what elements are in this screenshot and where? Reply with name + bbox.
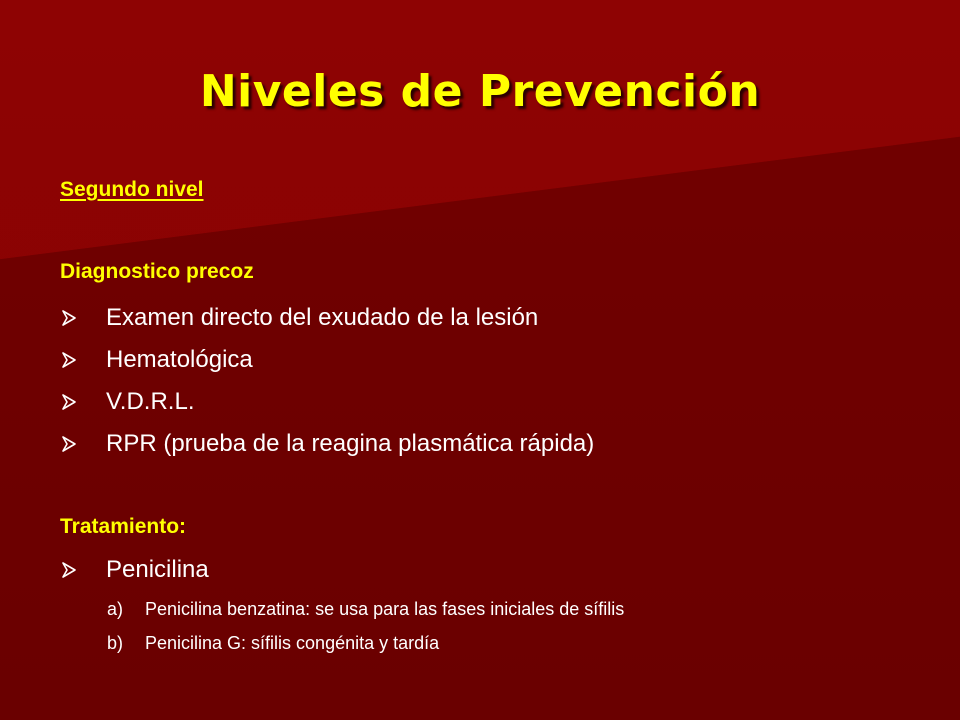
diagnosis-item <box>60 388 195 416</box>
subitem-marker: b) <box>107 633 124 653</box>
level-heading: Segundo nivel <box>60 178 204 201</box>
arrow-bullet-icon <box>60 306 106 330</box>
subitem-marker: a) <box>107 599 124 619</box>
treatment-heading: Tratamiento: <box>60 515 187 538</box>
subitem-text: Penicilina benzatina: se usa para las fases iniciales de sífilis <box>145 599 625 619</box>
arrow-bullet-icon <box>60 558 106 582</box>
treatment-item-label: Penicilina <box>106 556 209 583</box>
diagnosis-item-label: Hematológica <box>106 346 253 373</box>
arrow-bullet-icon <box>60 390 106 414</box>
diagnosis-heading: Diagnostico precoz <box>60 260 254 283</box>
diagnosis-item <box>60 430 594 458</box>
arrow-bullet-icon <box>60 432 106 456</box>
treatment-item <box>60 556 209 584</box>
treatment-subitem <box>107 599 624 620</box>
diagnosis-item <box>60 304 538 332</box>
treatment-subitem <box>107 633 439 654</box>
diagnosis-item-label: V.D.R.L. <box>106 388 195 415</box>
subitem-text: Penicilina G: sífilis congénita y tardía <box>145 633 440 653</box>
arrow-bullet-icon <box>60 348 106 372</box>
slide-title: Niveles de Prevención <box>199 66 761 117</box>
diagnosis-item-label: RPR (prueba de la reagina plasmática rápida) <box>106 430 595 457</box>
diagnosis-item-label: Examen directo del exudado de la lesión <box>106 304 539 331</box>
diagnosis-item <box>60 346 253 374</box>
